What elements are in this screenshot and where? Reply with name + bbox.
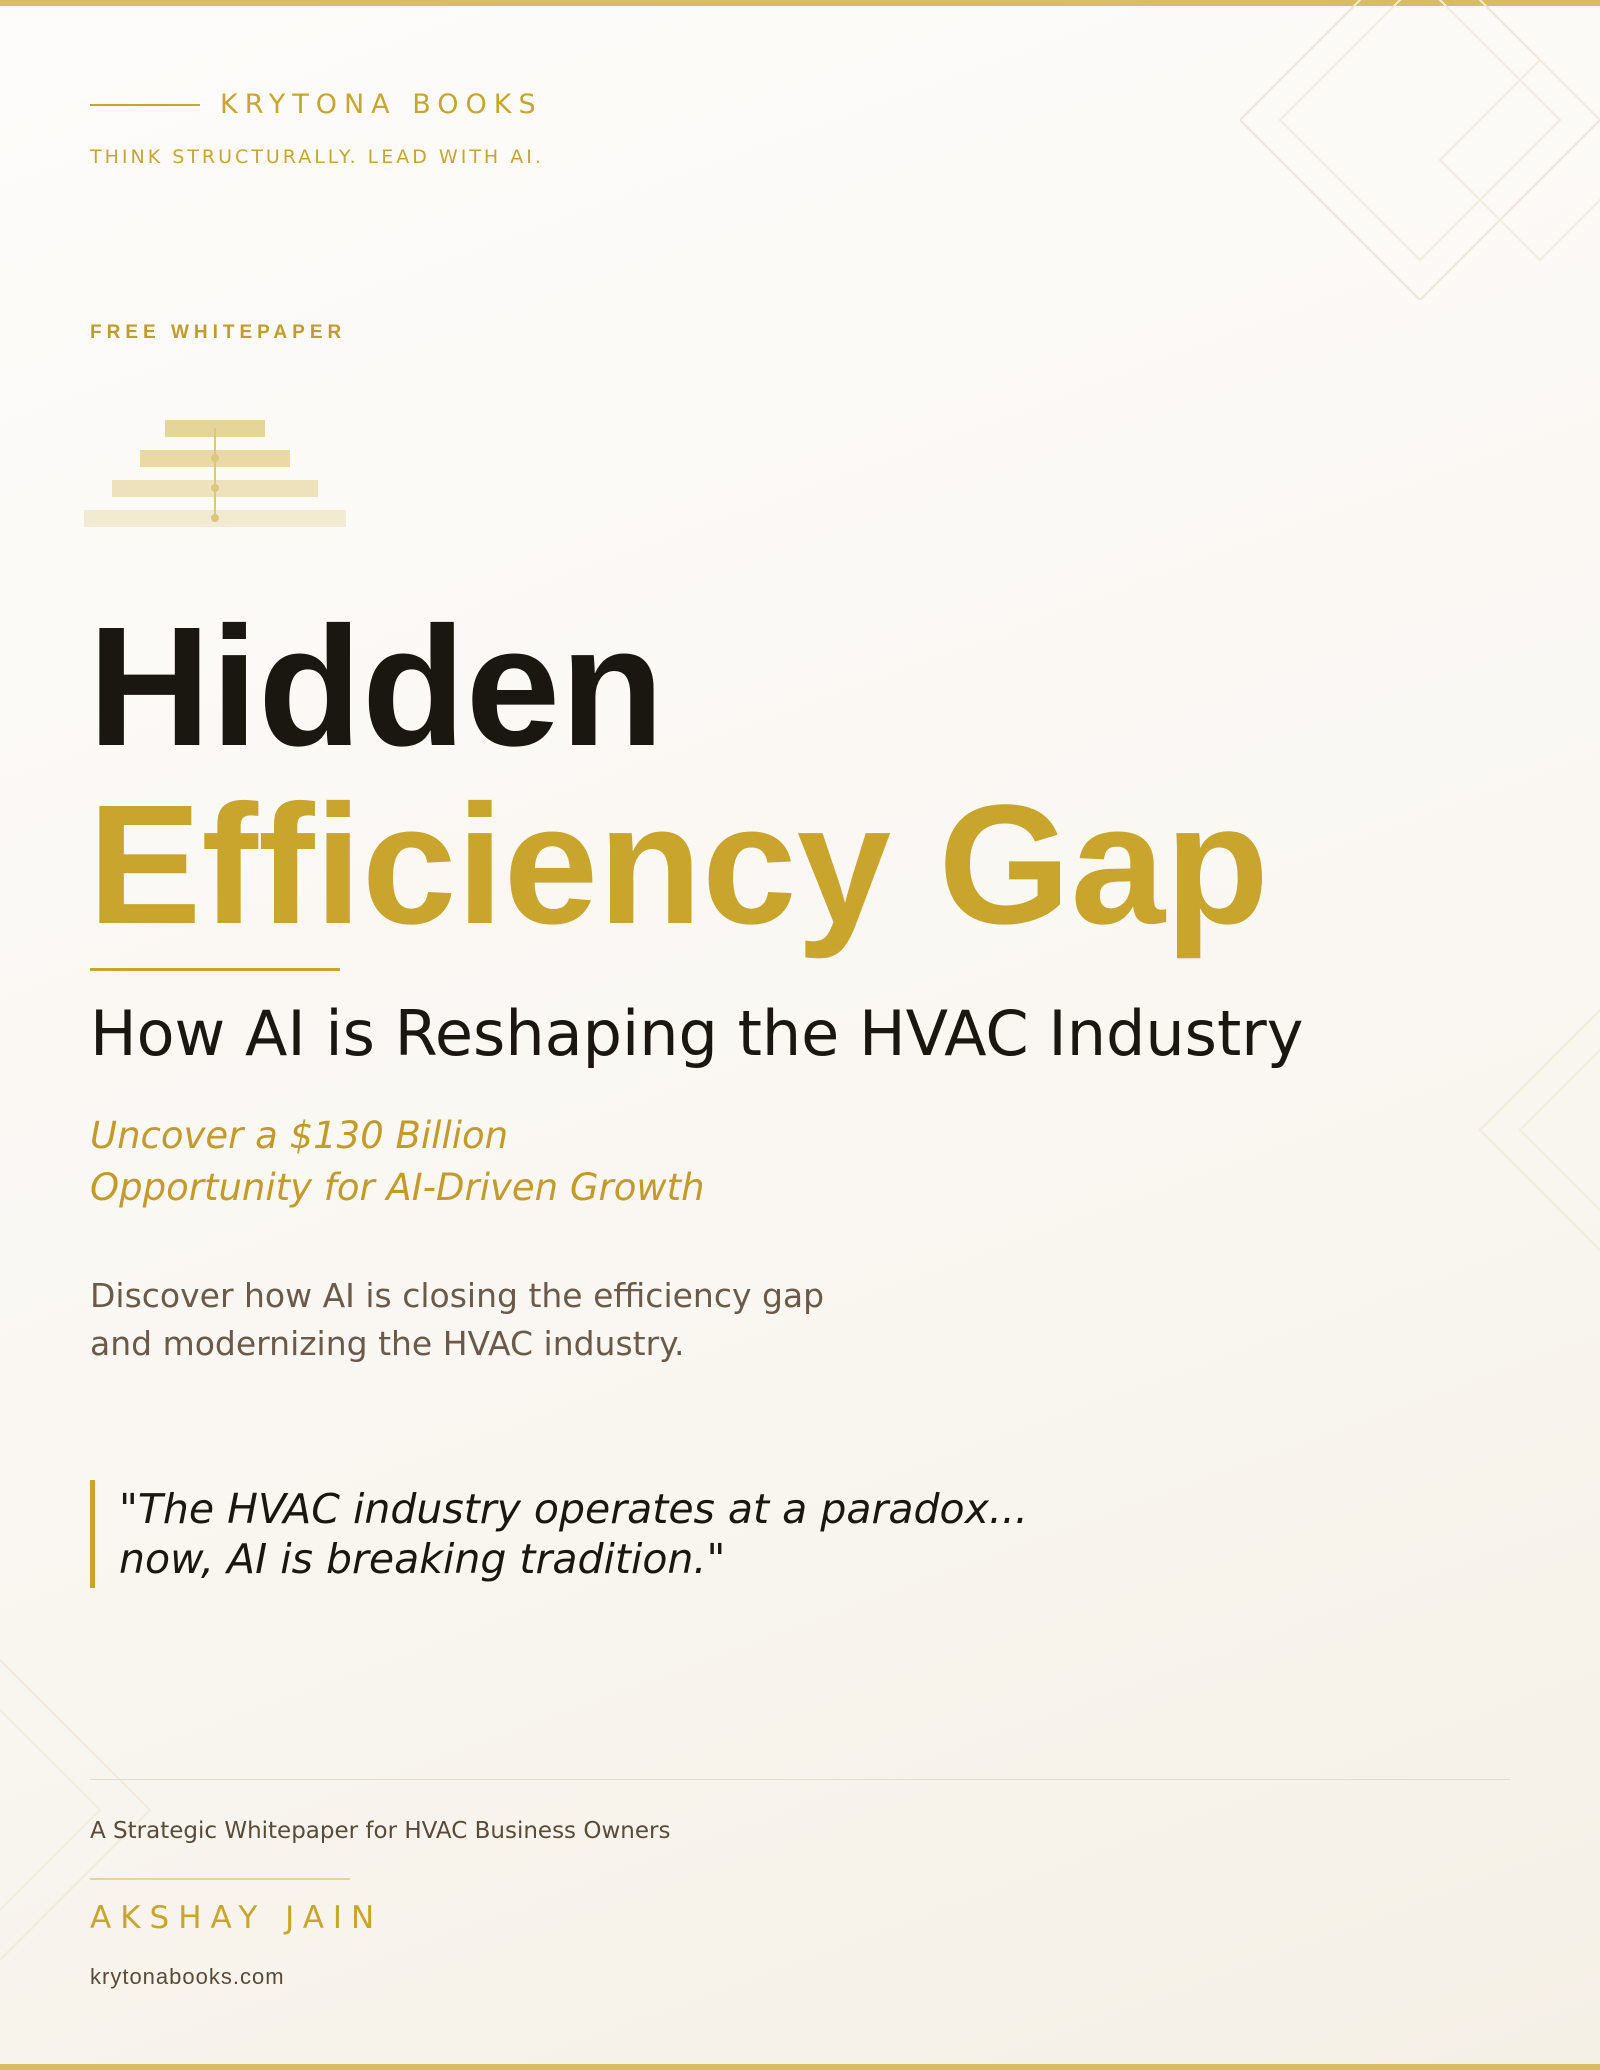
brand-header xyxy=(90,88,543,122)
bottom-accent-bar xyxy=(0,2064,1600,2070)
diamond-pattern-top-right xyxy=(1240,0,1600,300)
title-line-efficiency-gap: Efficiency Gap xyxy=(88,770,1269,960)
top-accent-bar xyxy=(0,0,1600,6)
opportunity-line-1: Uncover a $130 Billion xyxy=(90,1114,509,1157)
title-divider xyxy=(90,968,340,971)
brand-name: KRYTONA BOOKS xyxy=(220,89,543,120)
brand-accent-line xyxy=(90,104,200,106)
pyramid-layers-icon xyxy=(84,418,348,530)
diamond-pattern-right xyxy=(1420,990,1600,1270)
description xyxy=(90,1272,824,1368)
footer-divider xyxy=(90,1779,1510,1780)
subtitle: How AI is Reshaping the HVAC Industry xyxy=(90,997,1304,1070)
quote-line-2: now, AI is breaking tradition." xyxy=(119,1535,726,1583)
opportunity-line-2: Opportunity for AI-Driven Growth xyxy=(90,1166,705,1209)
author-name: AKSHAY JAIN xyxy=(90,1900,384,1936)
brand-tagline: THINK STRUCTURALLY. LEAD WITH AI. xyxy=(90,146,544,168)
description-line-1: Discover how AI is closing the efficiency gap xyxy=(90,1276,825,1315)
description-line-2: and modernizing the HVAC industry. xyxy=(90,1324,685,1363)
title-line-hidden: Hidden xyxy=(88,592,665,782)
pull-quote xyxy=(90,1480,1119,1588)
opportunity-statement xyxy=(90,1110,705,1214)
document-kicker: FREE WHITEPAPER xyxy=(90,322,347,343)
audience-line: A Strategic Whitepaper for HVAC Business Owners xyxy=(90,1818,671,1844)
quote-line-1: "The HVAC industry operates at a paradox... xyxy=(119,1485,1028,1533)
website-link[interactable]: krytonabooks.com xyxy=(90,1964,285,1989)
author-divider xyxy=(90,1878,350,1880)
